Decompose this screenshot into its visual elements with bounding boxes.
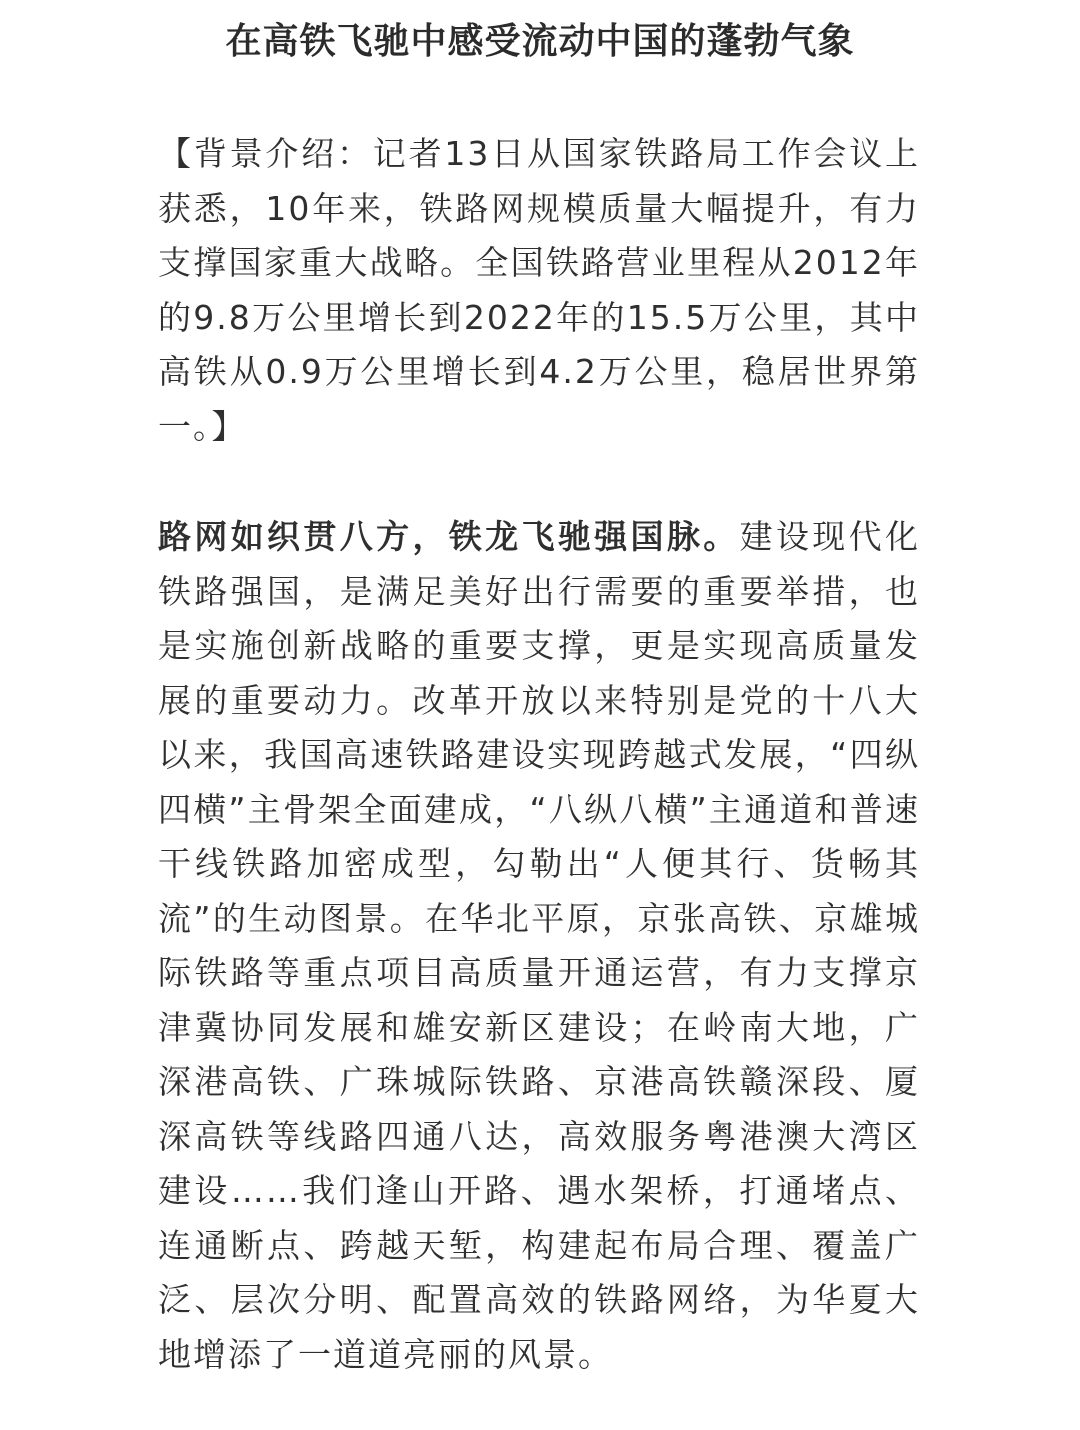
background-paragraph: 【背景介绍：记者13日从国家铁路局工作会议上获悉，10年来，铁路网规模质量大幅提升，有力支撑国家重大战略。全国铁路营业里程从2012年的9.8万公里增长到2022年的15.5万公里，其中高铁从0.9万公里增长到4.2万公里，稳居世界第一。】 [158,134,920,446]
body-lead-sentence: 路网如织贯八方，铁龙飞驰强国脉。 [158,517,740,556]
article-title: 在高铁飞驰中感受流动中国的蓬勃气象 [225,21,855,62]
body-text: 建设现代化铁路强国，是满足美好出行需要的重要举措，也是实施创新战略的重要支撑，更是实现高质量发展的重要动力。改革开放以来特别是党的十八大以来，我国高速铁路建设实现跨越式发展，“四纵四横”主骨架全面建成，“八纵八横”主通道和普速干线铁路加密成型，勾勒出“人便其行、货畅其流”的生动图景。在华北平原，京张高铁、京雄城际铁路等重点项目高质量开通运营，有力支撑京津冀协同发展和雄安新区建设；在岭南大地，广深港高铁、广珠城际铁路、京港高铁赣深段、厦深高铁等线路四通八达，高效服务粤港澳大湾区建设……我们逢山开路、遇水架桥，打通堵点、连通断点、跨越天堑，构建起布局合理、覆盖广泛、层次分明、配置高效的铁路网络，为华夏大地增添了一道道亮丽的风景。 [158,517,921,1374]
body-paragraph [158,510,920,1382]
